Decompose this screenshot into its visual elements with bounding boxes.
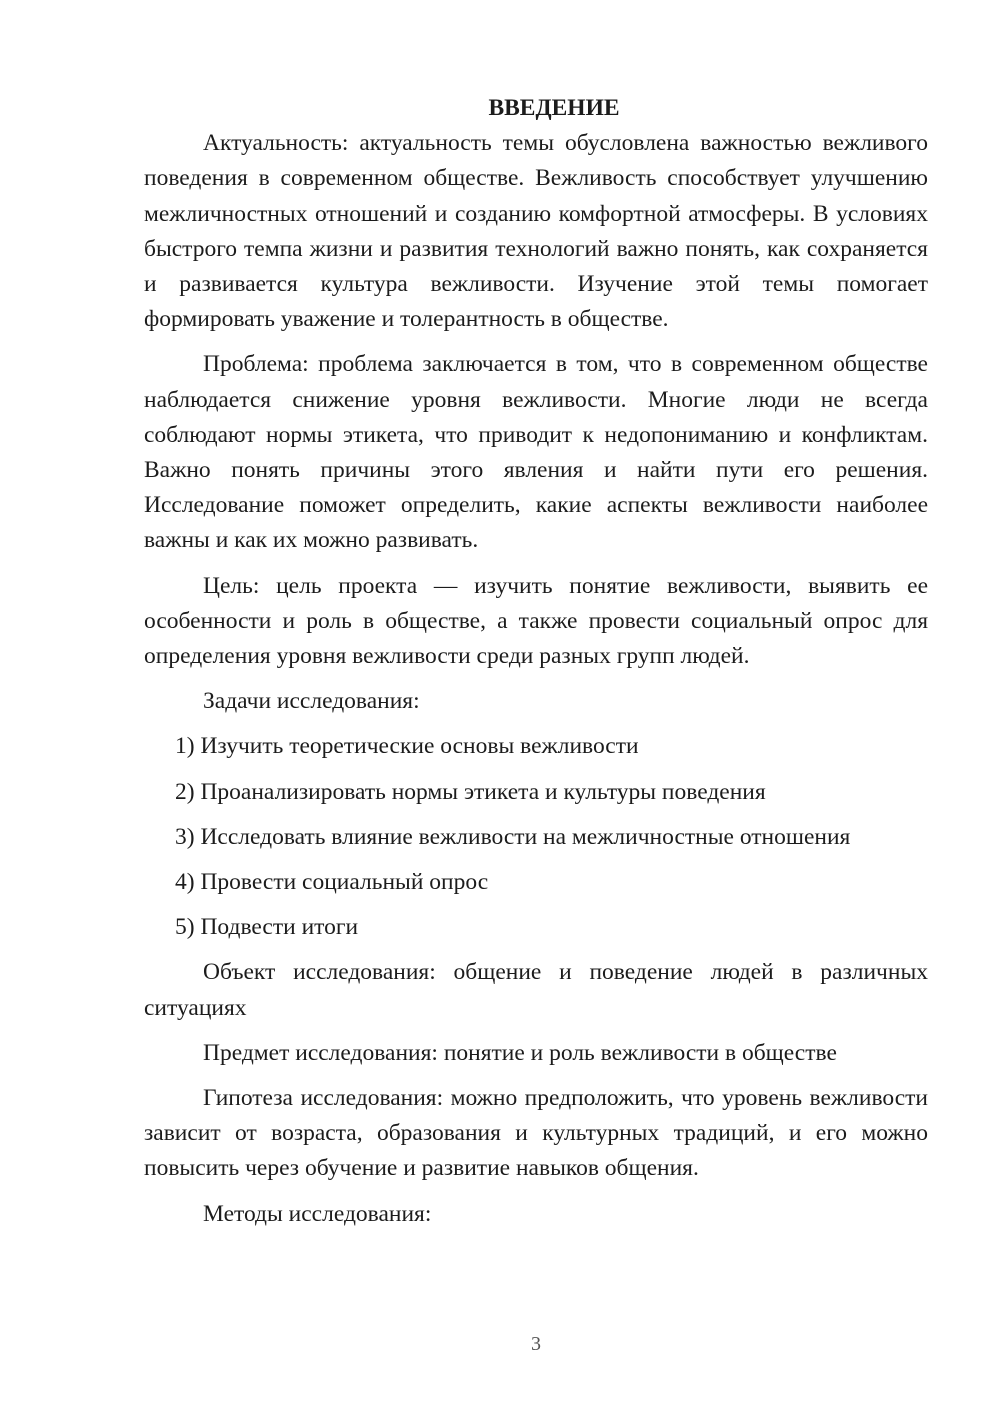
methods-paragraph: Методы исследования: xyxy=(203,1200,432,1227)
object-paragraph: Объект исследования: общение и поведение людей в различных ситуациях xyxy=(144,959,928,1021)
tasks-list xyxy=(144,729,928,945)
task-item-1: 1) Изучить теоретические основы вежливости xyxy=(175,733,639,760)
page-body xyxy=(144,91,928,1242)
subject-paragraph: Предмет исследования: понятие и роль вежливости в обществе xyxy=(203,1039,837,1066)
problem-paragraph: Проблема: проблема заключается в том, что в современном обществе наблюдается снижение уровня вежливости. Многие люди не всегда соблюдают нормы этикета, что приводит к недопониманию и конфликтам. Важно понять причины этого явления и найти пути его решения. Исследование поможет определить, какие аспекты вежливости наиболее важны и как их можно развивать. xyxy=(144,351,928,554)
relevance-paragraph: Актуальность: актуальность темы обусловлена важностью вежливого поведения в современном обществе. Вежливость способствует улучшению межличностных отношений и созданию комфортной атмосферы. В условиях быстрого темпа жизни и развития технологий важно понять, как сохраняется и развивается культура вежливости. Изучение этой темы помогает формировать уважение и толерантность в обществе. xyxy=(144,130,928,333)
hypothesis-paragraph: Гипотеза исследования: можно предположить, что уровень вежливости зависит от возраста, образования и культурных традиций, и его можно повысить через обучение и развитие навыков общения. xyxy=(144,1085,928,1182)
tasks-title: Задачи исследования: xyxy=(203,688,420,715)
page-heading: ВВЕДЕНИЕ xyxy=(488,95,620,121)
task-item-5: 5) Подвести итоги xyxy=(175,914,359,941)
task-item-2: 2) Проанализировать нормы этикета и культуры поведения xyxy=(175,778,766,805)
page-number: 3 xyxy=(531,1333,541,1355)
task-item-3: 3) Исследовать влияние вежливости на межличностные отношения xyxy=(175,823,851,850)
task-item-4: 4) Провести социальный опрос xyxy=(175,869,489,896)
goal-paragraph: Цель: цель проекта — изучить понятие вежливости, выявить ее особенности и роль в обществе, а также провести социальный опрос для определения уровня вежливости среди разных групп людей. xyxy=(144,572,928,670)
